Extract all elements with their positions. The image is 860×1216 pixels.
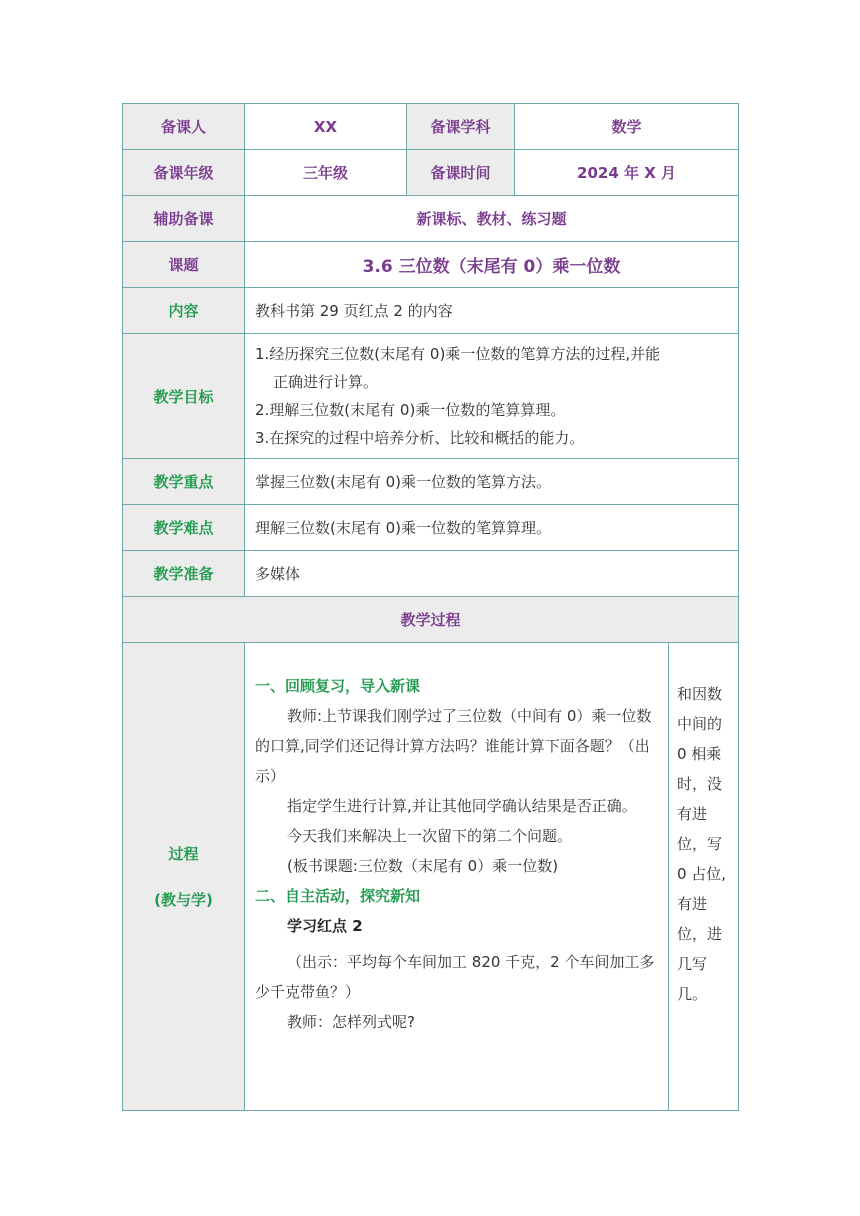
side-note-line: 几。 bbox=[677, 985, 708, 1003]
prep-label: 教学准备 bbox=[123, 551, 245, 597]
aid-label: 辅助备课 bbox=[123, 196, 245, 242]
paragraph-question: 教师：怎样列式呢? bbox=[287, 1013, 415, 1031]
prep-value: 多媒体 bbox=[245, 551, 739, 597]
side-note-line: 和因数 bbox=[677, 685, 723, 703]
lesson-plan-table bbox=[122, 103, 739, 1111]
row-aid bbox=[123, 196, 739, 242]
key-point-label: 教学重点 bbox=[123, 459, 245, 505]
side-note-line: 中间的 bbox=[677, 715, 723, 733]
content-label: 内容 bbox=[123, 288, 245, 334]
row-difficulty bbox=[123, 505, 739, 551]
process-label-line1: 过程 bbox=[168, 844, 199, 863]
paragraph-practice: 指定学生进行计算,并让其他同学确认结果是否正确。 bbox=[287, 797, 637, 815]
subject-value: 数学 bbox=[515, 104, 739, 150]
row-process-title bbox=[123, 597, 739, 643]
row-grade bbox=[123, 150, 739, 196]
section-heading-explore: 二、自主活动，探究新知 bbox=[255, 887, 421, 905]
preparer-value: XX bbox=[245, 104, 407, 150]
goal-item-3: 3.在探究的过程中培养分析、比较和概括的能力。 bbox=[255, 429, 585, 447]
process-section-title: 教学过程 bbox=[123, 597, 739, 643]
side-note-line: 有进 bbox=[677, 805, 708, 823]
row-goals bbox=[123, 334, 739, 459]
topic-label: 课题 bbox=[123, 242, 245, 288]
goals-label: 教学目标 bbox=[123, 334, 245, 459]
row-prep bbox=[123, 551, 739, 597]
goal-item-1: 1.经历探究三位数(末尾有 0)乘一位数的笔算方法的过程,并能 bbox=[255, 345, 661, 363]
side-note-line: 时，没 bbox=[677, 775, 723, 793]
side-note-line: 0 占位, bbox=[677, 865, 727, 883]
goals-list bbox=[245, 334, 739, 459]
side-note bbox=[669, 643, 739, 1111]
grade-value: 三年级 bbox=[245, 150, 407, 196]
side-note-line: 位，进 bbox=[677, 925, 723, 943]
paragraph-review: 教师:上节课我们刚学过了三位数（中间有 0）乘一位数的口算,同学们还记得计算方法吗？谁能计算下面各题？（出示） bbox=[255, 707, 652, 785]
goal-item-2: 2.理解三位数(末尾有 0)乘一位数的笔算算理。 bbox=[255, 401, 566, 419]
topic-value: 3.6 三位数（末尾有 0）乘一位数 bbox=[245, 242, 739, 288]
content-value: 教科书第 29 页红点 2 的内容 bbox=[245, 288, 739, 334]
section-heading-review: 一、回顾复习，导入新课 bbox=[255, 677, 421, 695]
row-process bbox=[123, 643, 739, 1111]
preparer-label: 备课人 bbox=[123, 104, 245, 150]
paragraph-board: (板书课题:三位数（末尾有 0）乘一位数) bbox=[287, 857, 559, 875]
time-label: 备课时间 bbox=[407, 150, 515, 196]
grade-label: 备课年级 bbox=[123, 150, 245, 196]
subject-label: 备课学科 bbox=[407, 104, 515, 150]
side-note-line: 几写 bbox=[677, 955, 708, 973]
row-topic bbox=[123, 242, 739, 288]
process-label bbox=[123, 643, 245, 1111]
sub-heading-red-dot: 学习红点 2 bbox=[287, 917, 363, 935]
side-note-line: 有进 bbox=[677, 895, 708, 913]
process-label-line2: (教与学) bbox=[154, 890, 213, 909]
process-body bbox=[245, 643, 669, 1111]
key-point-value: 掌握三位数(末尾有 0)乘一位数的笔算方法。 bbox=[245, 459, 739, 505]
row-key-point bbox=[123, 459, 739, 505]
goal-item-1-cont: 正确进行计算。 bbox=[273, 373, 379, 391]
paragraph-today: 今天我们来解决上一次留下的第二个问题。 bbox=[287, 827, 573, 845]
side-note-line: 位，写 bbox=[677, 835, 723, 853]
side-note-line: 0 相乘 bbox=[677, 745, 722, 763]
aid-value: 新课标、教材、练习题 bbox=[245, 196, 739, 242]
difficulty-value: 理解三位数(末尾有 0)乘一位数的笔算算理。 bbox=[245, 505, 739, 551]
paragraph-problem: （出示：平均每个车间加工 820 千克，2 个车间加工多少千克带鱼？） bbox=[255, 953, 655, 1001]
time-value: 2024 年 X 月 bbox=[515, 150, 739, 196]
row-preparer bbox=[123, 104, 739, 150]
row-content bbox=[123, 288, 739, 334]
difficulty-label: 教学难点 bbox=[123, 505, 245, 551]
